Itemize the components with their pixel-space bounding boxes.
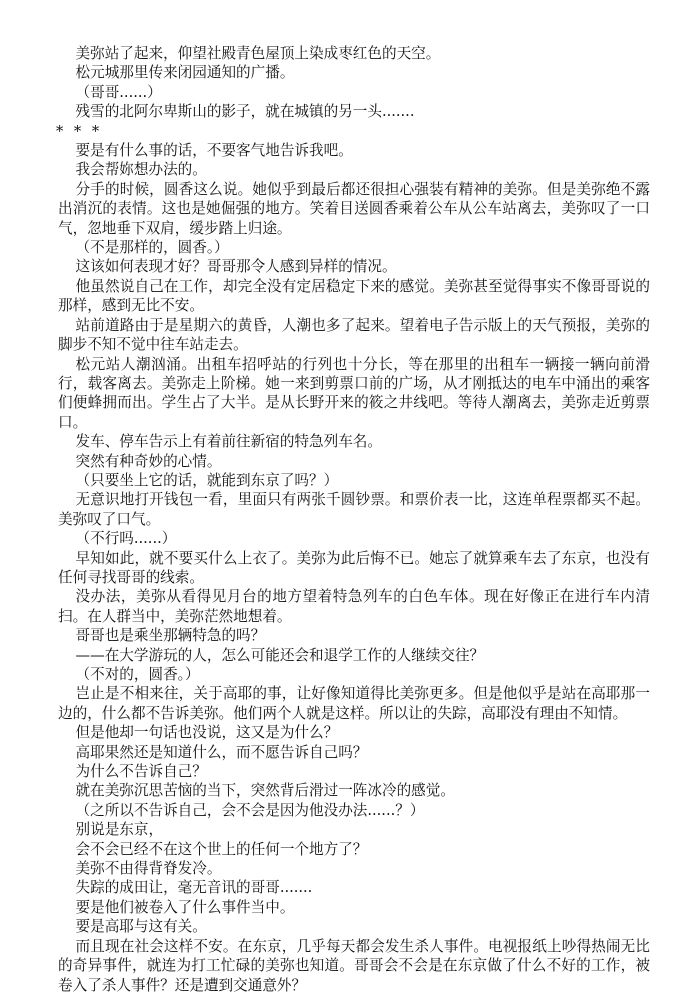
paragraph: 发车、停车告示上有着前往新宿的特急列车名。 (75, 433, 382, 451)
paragraph: 要是高耶与这有关。 (75, 918, 207, 936)
paragraph: 早知如此，就不要买什么上衣了。美弥为此后悔不已。她忘了就算乘车去了东京，也没有任何寻找哥哥的线索。 (58, 549, 650, 586)
paragraph: 为什么不告诉自己？ (75, 763, 207, 781)
paragraph: 而且现在社会这样不安。在东京，几乎每天都会发生杀人事件。电视报纸上吵得热闹无比的奇异事件，就连为打工忙碌的美弥也知道。哥哥会不会是在东京做了什么不好的工作，被卷入了杀人事件？还是遭到交通意外？ (58, 937, 650, 994)
paragraph: 站前道路由于是星期六的黄昏，人潮也多了起来。望着电子告示版上的天气预报，美弥的脚步不知不觉中往车站走去。 (58, 316, 650, 354)
paragraph: （哥哥......） (75, 83, 162, 101)
paragraph: 他虽然说自己在工作，却完全没有定居稳定下来的感觉。美弥甚至觉得事实不像哥哥说的那样，感到无比不安。 (58, 277, 650, 315)
paragraph: 松元城那里传来闭园通知的广播。 (75, 64, 295, 82)
paragraph: 突然有种奇妙的心情。 (75, 452, 222, 470)
paragraph: 但是他却一句话也没说，这又是为什么？ (75, 724, 339, 742)
paragraph: （不对的，圆香。） (75, 666, 200, 683)
paragraph: 别说是东京， (75, 821, 164, 839)
paragraph: 我会帮妳想办法的。 (75, 161, 207, 179)
paragraph: 分手的时候，圆香这么说。她似乎到最后都还很担心强装有精神的美弥。但是美弥绝不露出消沉的表情。这也是她倔强的地方。笑着目送圆香乘着公车从公车站离去，美弥叹了一口气，忽地垂下双肩，缓步踏上归途。 (58, 180, 650, 237)
paragraph: 失踪的成田让，毫无音讯的哥哥....... (75, 879, 313, 897)
paragraph: 美弥站了起来，仰望社殿青色屋顶上染成枣红色的天空。 (75, 45, 441, 62)
paragraph: （不是那样的，圆香。） (75, 239, 229, 257)
paragraph: （不行吗......） (75, 530, 177, 548)
paragraph: ——在大学游玩的人，怎么可能还会和退学工作的人继续交往？ (75, 646, 485, 664)
paragraph: 松元站人潮汹涌。出租车招呼站的行列也十分长，等在那里的出租车一辆接一辆向前滑行，载客离去。美弥走上阶梯。她一来到剪票口前的广场，从才刚抵达的电车中涌出的乘客们便蜂拥而出。学生占了大半。是从长野开来的筱之井线吧。等待人潮离去，美弥走近剪票口。 (58, 355, 650, 431)
paragraph: （之所以不告诉自己，会不会是因为他没办法......？） (75, 801, 425, 819)
paragraph: 就在美弥沉思苦恼的当下，突然背后滑过一阵冰冷的感觉。 (75, 782, 455, 800)
paragraph: 高耶果然还是知道什么，而不愿告诉自己吗？ (75, 743, 368, 761)
paragraph: 要是有什么事的话，不要客气地告诉我吧。 (75, 142, 353, 160)
paragraph: （只要坐上它的话，就能到东京了吗？） (75, 471, 339, 489)
section-separator: * * * (56, 122, 103, 140)
paragraph: 残雪的北阿尔卑斯山的影子，就在城镇的另一头....... (75, 103, 415, 121)
paragraph: 没办法，美弥从看得见月台的地方望着特急列车的白色车体。现在好像正在进行车内清扫。在人群当中，美弥茫然地想着。 (58, 588, 650, 625)
paragraph: 哥哥也是乘坐那辆特急的吗？ (75, 627, 266, 645)
paragraph: 美弥不由得背脊发冷。 (75, 860, 222, 878)
paragraph: 要是他们被卷入了什么事件当中。 (75, 898, 295, 916)
paragraph: 会不会已经不在这个世上的任何一个地方了？ (75, 840, 368, 858)
paragraph: 无意识地打开钱包一看，里面只有两张千圆钞票。和票价表一比，这连单程票都买不起。美弥叹了口气。 (58, 491, 650, 528)
paragraph: 这该如何表现才好？哥哥那令人感到异样的情况。 (75, 258, 397, 276)
paragraph: 岂止是不相来往，关于高耶的事，让好像知道得比美弥更多。但是他似乎是站在高耶那一边的，什么都不告诉美弥。他们两个人就是这样。所以让的失踪，高耶没有理由不知情。 (58, 685, 650, 722)
